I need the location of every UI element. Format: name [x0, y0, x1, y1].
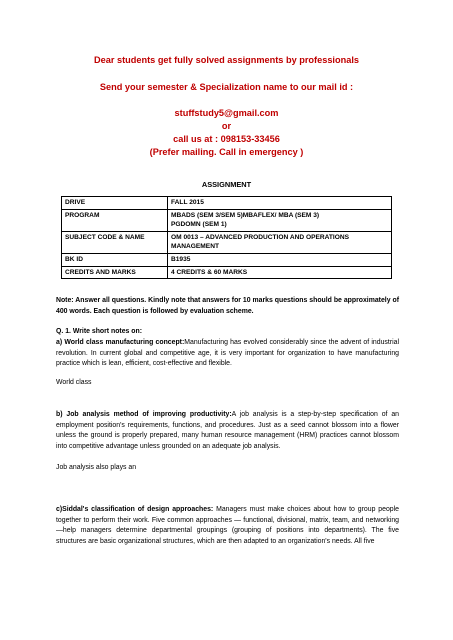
promo-line-2: Send your semester & Specialization name to our mail id : [99, 82, 354, 92]
table-value [168, 231, 392, 253]
table-value: 4 CREDITS & 60 MARKS [168, 266, 392, 279]
promo-phone: call us at : 098153-33456 [173, 134, 280, 144]
table-key: CREDITS AND MARKS [62, 266, 168, 279]
table-row [62, 197, 392, 210]
answer-a-continuation: World class [56, 379, 92, 386]
table-value: FALL 2015 [168, 197, 392, 210]
answer-b-text: A job analysis is a step-by-step specification of an employment position's requirements, functions, and procedures. Just as a seed cannot blossom into a flower unless the ground is properly prepared, many human resource management (HRM) practices cannot blossom into competitive advantage unless grounded on an adequate job analysis. [56, 411, 399, 450]
answer-c [56, 505, 399, 547]
table-row [62, 209, 392, 231]
answer-c-label: c)Siddal's classification of design approaches: [56, 506, 214, 513]
table-key: DRIVE [62, 197, 168, 210]
table-value-line: OM 0013 – ADVANCED PRODUCTION AND OPERATIONS [171, 233, 350, 241]
assignment-info-table [61, 196, 392, 279]
table-row [62, 266, 392, 279]
answer-a-label: a) World class manufacturing concept: [56, 339, 185, 346]
question-heading: Q. 1. Write short notes on: [56, 328, 143, 335]
promo-email: stuffstudy5@gmail.com [174, 108, 279, 118]
promo-prefer: (Prefer mailing. Call in emergency ) [149, 147, 304, 157]
assignment-title: ASSIGNMENT [201, 180, 252, 189]
promo-line-1: Dear students get fully solved assignments by professionals [94, 55, 359, 65]
promo-or: or [221, 121, 232, 131]
table-key: PROGRAM [62, 209, 168, 231]
table-value-line: MANAGEMENT [171, 243, 219, 251]
table-value [168, 209, 392, 231]
table-value-line: MBADS (SEM 3/SEM 5)MBAFLEX/ MBA (SEM 3) [171, 211, 320, 219]
answer-b-label: b) Job analysis method of improving productivity: [56, 411, 232, 418]
note-paragraph: Note: Answer all questions. Kindly note that answers for 10 marks questions should be approximately of 400 words. Each question is followed by evaluation scheme. [56, 297, 399, 315]
table-value-line: PGDOMN (SEM 1) [171, 221, 227, 229]
answer-b-continuation: Job analysis also plays an [56, 464, 137, 471]
answer-c-text: Managers must make choices about how to group people together to perform their work. Five common approaches — functional, divisional, matrix, team, and networking—help managers determine departmental groupings (grouping of positions into departments). The five structures are basic organizational structures, which are then adapted to an organization's needs. All five [56, 506, 399, 545]
table-key: SUBJECT CODE & NAME [62, 231, 168, 253]
table-value: B1935 [168, 253, 392, 266]
answer-a [56, 338, 399, 370]
answer-a-text: Manufacturing has evolved considerably since the advent of industrial revolution. In current global and competitive age, it is very important for organization to have manufacturing practice which is lean, efficient, cost-effective and flexible. [56, 339, 399, 368]
answer-b [56, 410, 399, 452]
table-row [62, 253, 392, 266]
table-key: BK ID [62, 253, 168, 266]
table-row [62, 231, 392, 253]
